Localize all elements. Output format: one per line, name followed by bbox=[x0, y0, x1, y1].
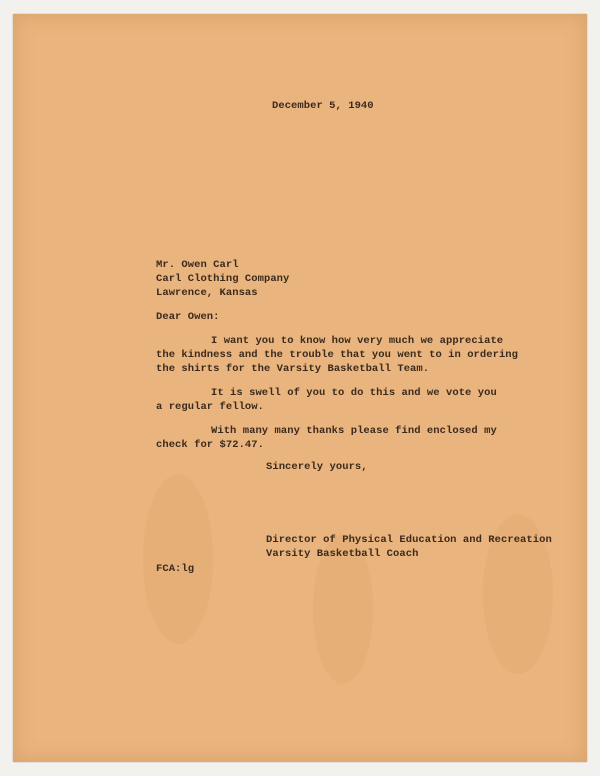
signature-subtitle: Varsity Basketball Coach bbox=[266, 548, 419, 560]
letter-page bbox=[13, 14, 587, 762]
body-line: the shirts for the Varsity Basketball Team. bbox=[156, 363, 430, 375]
body-line: I want you to know how very much we appreciate bbox=[211, 335, 504, 347]
body-line: check for $72.47. bbox=[156, 439, 264, 451]
recipient-name: Mr. Owen Carl bbox=[156, 259, 239, 271]
body-line: a regular fellow. bbox=[156, 401, 264, 413]
paper-stain bbox=[143, 474, 213, 644]
recipient-city: Lawrence, Kansas bbox=[156, 287, 258, 299]
typist-initials: FCA:lg bbox=[156, 563, 195, 575]
body-line: the kindness and the trouble that you went to in ordering bbox=[156, 349, 519, 361]
body-line: It is swell of you to do this and we vote you bbox=[211, 387, 497, 399]
closing: Sincerely yours, bbox=[266, 461, 368, 473]
letter-date: December 5, 1940 bbox=[272, 100, 374, 112]
body-line: With many many thanks please find enclosed my bbox=[211, 425, 497, 437]
salutation: Dear Owen: bbox=[156, 311, 220, 323]
recipient-company: Carl Clothing Company bbox=[156, 273, 290, 285]
signature-title: Director of Physical Education and Recreation bbox=[266, 534, 552, 546]
